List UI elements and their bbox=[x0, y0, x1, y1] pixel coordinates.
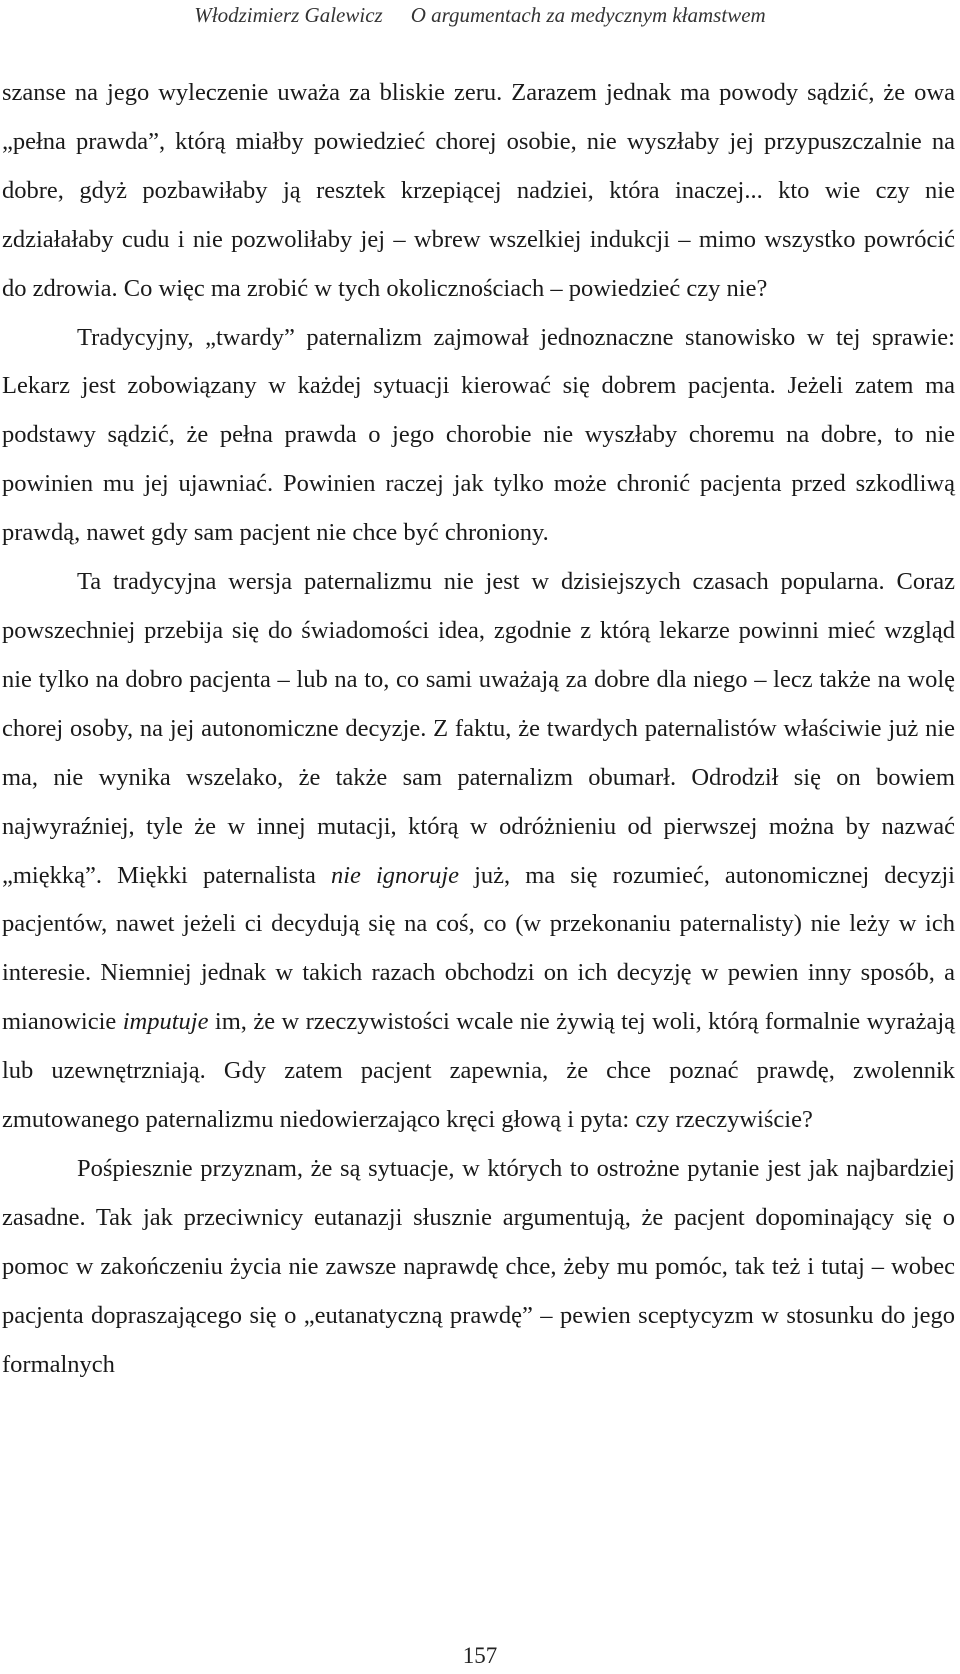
paragraph-text: Pośpiesznie przyznam, że są sytuacje, w których to ostrożne pytanie jest jak najbardziej zasadne. Tak jak przeciwnicy eutanazji słusznie argumentują, że pacjent dopominający się o pomoc w zakończeniu życia nie zawsze naprawdę chce, żeby mu pomóc, tak też i tutaj – wobec pacjenta dopraszającego się o „eutanatyczną prawdę” – pewien sceptycyzm w stosunku do jego formalnych bbox=[2, 1154, 955, 1378]
italic-emphasis: nie ignoruje bbox=[330, 861, 459, 889]
header-author: Włodzimierz Galewicz bbox=[194, 3, 383, 27]
paragraph-2 bbox=[2, 314, 955, 559]
page-number: 157 bbox=[462, 1643, 498, 1668]
paragraph-3 bbox=[2, 558, 955, 1145]
running-header bbox=[0, 0, 960, 38]
page-body bbox=[2, 69, 955, 1389]
paragraph-text: im, że w rzeczywistości wcale nie żywią tej woli, którą formalnie wyrażają lub uzewnętrzniają. Gdy zatem pacjent zapewnia, że chce poznać prawdę, zwolennik zmutowanego paternalizmu niedowierzająco kręci głową i pyta: czy rzeczywiście? bbox=[2, 1008, 955, 1134]
paragraph-1 bbox=[2, 69, 955, 314]
paragraph-4 bbox=[2, 1145, 955, 1390]
paragraph-text: Ta tradycyjna wersja paternalizmu nie jest w dzisiejszych czasach popularna. Coraz powszechniej przebija się do świadomości idea, zgodnie z którą lekarze powinni mieć wzgląd nie tylko na dobro pacjenta – lub na to, co sami uważają za dobre dla niego – lecz także na wolę chorej osoby, na jej autonomiczne decyzje. Z faktu, że twardych paternalistów właściwie już nie ma, nie wynika wszelako, że także sam paternalizm obumarł. Odrodził się on bowiem najwyraźniej, tyle że w innej mutacji, którą w odróżnieniu od pierwszej można by nazwać „miękką”. Miękki paternalista bbox=[2, 568, 955, 889]
italic-emphasis: imputuje bbox=[122, 1008, 209, 1036]
paragraph-text: szanse na jego wyleczenie uważa za bliskie zeru. Zarazem jednak ma powody sądzić, że owa „pełna prawda”, którą miałby powiedzieć chorej osobie, nie wyszłaby jej przypuszczalnie na dobre, gdyż pozbawiłaby ją resztek krzepiącej nadziei, która inaczej... kto wie czy nie zdziałałaby cudu i nie pozwoliłaby jej – wbrew wszelkiej indukcji – mimo wszystko powrócić do zdrowia. Co więc ma zrobić w tych okolicznościach – powiedzieć czy nie? bbox=[2, 79, 955, 302]
header-title: O argumentach za medycznym kłamstwem bbox=[410, 3, 766, 27]
paragraph-text: Tradycyjny, „twardy” paternalizm zajmował jednoznaczne stanowisko w tej sprawie: Lekarz jest zobowiązany w każdej sytuacji kierować się dobrem pacjenta. Jeżeli zatem ma podstawy sądzić, że pełna prawda o jego chorobie nie wyszłaby choremu na dobre, to nie powinien mu jej ujawniać. Powinien raczej jak tylko może chronić pacjenta przed szkodliwą prawdą, nawet gdy sam pacjent nie chce być chroniony. bbox=[2, 323, 955, 547]
paragraph-text: już, ma się rozumieć, autonomicznej decyzji pacjentów, nawet jeżeli ci decydują się na coś, co (w przekonaniu paternalisty) nie leży w ich interesie. Niemniej jednak w takich razach obchodzi on ich decyzję w pewien inny sposób, a mianowicie bbox=[2, 861, 955, 1036]
